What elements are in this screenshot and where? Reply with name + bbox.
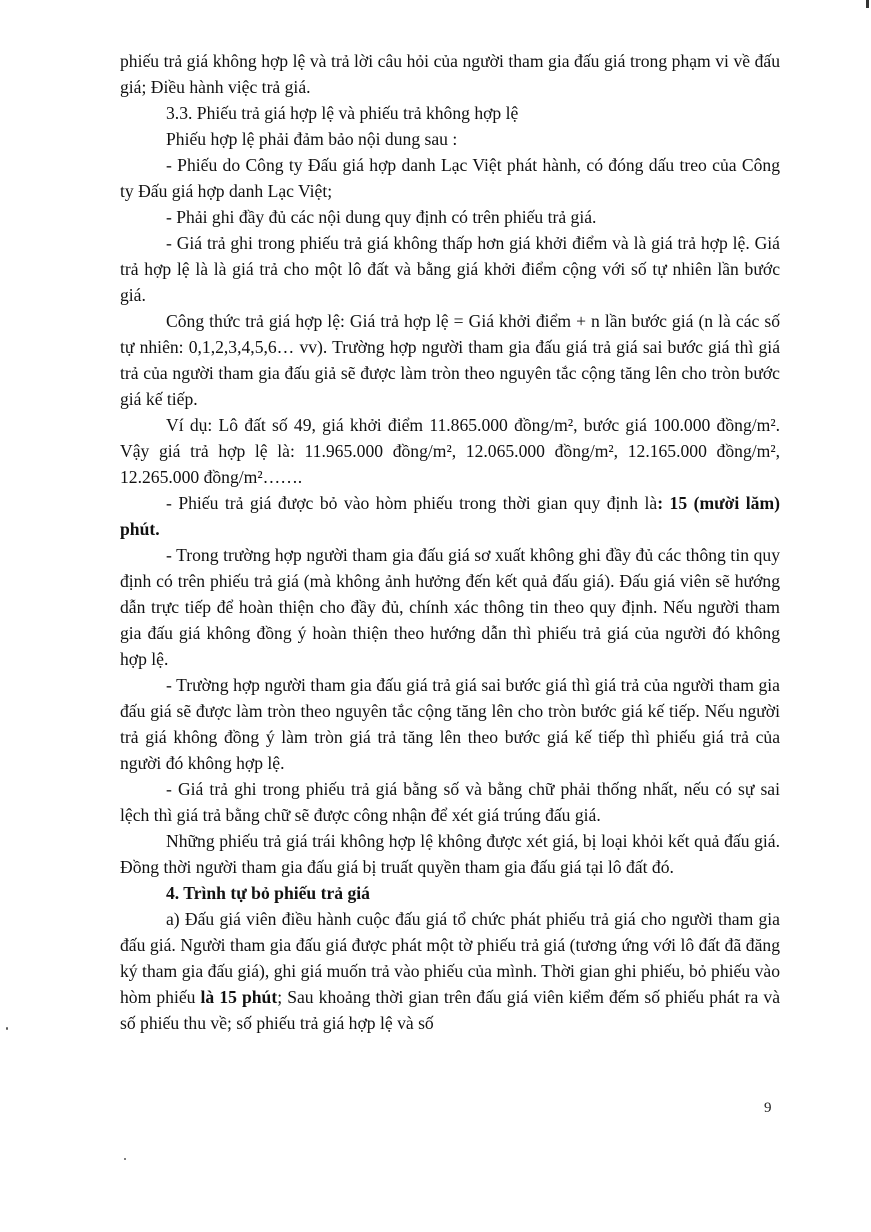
- scan-edge-mark: [866, 0, 869, 8]
- bullet-fill-all-content: - Phải ghi đầy đủ các nội dung quy định có trên phiếu trả giá.: [166, 207, 597, 227]
- procedure-a-bold: là 15 phút: [200, 987, 278, 1007]
- procedure-a-text: a) Đấu giá viên điều hành cuộc đấu giá tổ chức phát phiếu trả giá cho người tham gia đấu giá. Người tham gia đấu giá được phát một tờ phiếu trả giá (tương ứng với lô đất đã đăng ký tham gia đấu giá), ghi giá muốn trả vào phiếu của mình. Thời gian ghi phiếu, bỏ phiếu vào hòm phiếu: [120, 909, 780, 1007]
- scan-speck: [6, 1027, 8, 1030]
- bullet-submission-time: [120, 490, 780, 542]
- section-3-3-title: 3.3. Phiếu trả giá hợp lệ và phiếu trả không hợp lệ: [166, 103, 519, 123]
- bullet-issued-by-company: - Phiếu do Công ty Đấu giá hợp danh Lạc Việt phát hành, có đóng dấu treo của Công ty Đấu giá hợp danh Lạc Việt;: [120, 155, 780, 201]
- document-body: [120, 48, 780, 1036]
- paragraph-procedure-a: [120, 906, 780, 1036]
- bullet-price-not-lower: - Giá trả ghi trong phiếu trả giá không thấp hơn giá khởi điểm và là giá trả hợp lệ. Giá trả hợp lệ là là giá trả cho một lô đất và bằng giá khởi điểm cộng với số tự nhiên lần bước giá.: [120, 233, 780, 305]
- bullet-wrong-step: - Trường hợp người tham gia đấu giá trả giá sai bước giá thì giá trả của người tham gia đấu giá sẽ được làm tròn theo nguyên tắc cộng tăng lên cho tròn bước giá kế tiếp. Nếu người trả giá không đồng ý làm tròn giá trả tăng lên theo bước giá kế tiếp thì phiếu giá trả của người đó không hợp lệ.: [120, 675, 780, 773]
- submission-time-text: - Phiếu trả giá được bỏ vào hòm phiếu trong thời gian quy định là: [166, 493, 658, 513]
- paragraph-continuation: phiếu trả giá không hợp lệ và trả lời câu hỏi của người tham gia đấu giá trong phạm vi về đấu giá; Điều hành việc trả giá.: [120, 51, 780, 97]
- section-4-heading: 4. Trình tự bỏ phiếu trả giá: [166, 883, 370, 903]
- bullet-number-word-match: - Giá trả ghi trong phiếu trả giá bằng số và bằng chữ phải thống nhất, nếu có sự sai lệch thì giá trả bằng chữ sẽ được công nhận để xét giá trúng đấu giá.: [120, 779, 780, 825]
- procedure-a-rest: ; Sau khoảng thời gian trên đấu giá viên kiểm đếm số phiếu phát ra và số phiếu thu về; số phiếu trả giá hợp lệ và số: [120, 987, 781, 1033]
- submission-time-bold: : 15 (mười lăm) phút.: [120, 493, 780, 539]
- paragraph-example: Ví dụ: Lô đất số 49, giá khởi điểm 11.865.000 đồng/m², bước giá 100.000 đồng/m². Vậy giá trả hợp lệ là: 11.965.000 đồng/m², 12.065.000 đồng/m², 12.165.000 đồng/m², 12.265.000 đồng/m²…….: [120, 415, 780, 487]
- scan-speck: [124, 1158, 126, 1160]
- bullet-incomplete-info: - Trong trường hợp người tham gia đấu giá sơ xuất không ghi đầy đủ các thông tin quy định có trên phiếu trả giá (mà không ảnh hưởng đến kết quả đấu giá). Đấu giá viên sẽ hướng dẫn trực tiếp để hoàn thiện cho đầy đủ, chính xác thông tin theo quy định. Nếu người tham gia đấu giá không đồng ý hoàn thiện theo hướng dẫn thì phiếu trả giá của người đó không hợp lệ.: [120, 545, 780, 669]
- page-number: 9: [764, 1100, 772, 1116]
- paragraph-invalid-consequence: Những phiếu trả giá trái không hợp lệ không được xét giá, bị loại khỏi kết quả đấu giá. Đồng thời người tham gia đấu giá bị truất quyền tham gia đấu giá tại lô đất đó.: [120, 831, 780, 877]
- paragraph-valid-price-formula: Công thức trả giá hợp lệ: Giá trả hợp lệ = Giá khởi điểm + n lần bước giá (n là các số tự nhiên: 0,1,2,3,4,5,6… vv). Trường hợp người tham gia đấu giá trả giá sai bước giá thì giá trả của người tham gia đấu giả sẽ được làm tròn theo nguyên tắc cộng tăng lên cho tròn bước giá kế tiếp.: [120, 311, 780, 409]
- paragraph-valid-requirements: Phiếu hợp lệ phải đảm bảo nội dung sau :: [166, 129, 458, 149]
